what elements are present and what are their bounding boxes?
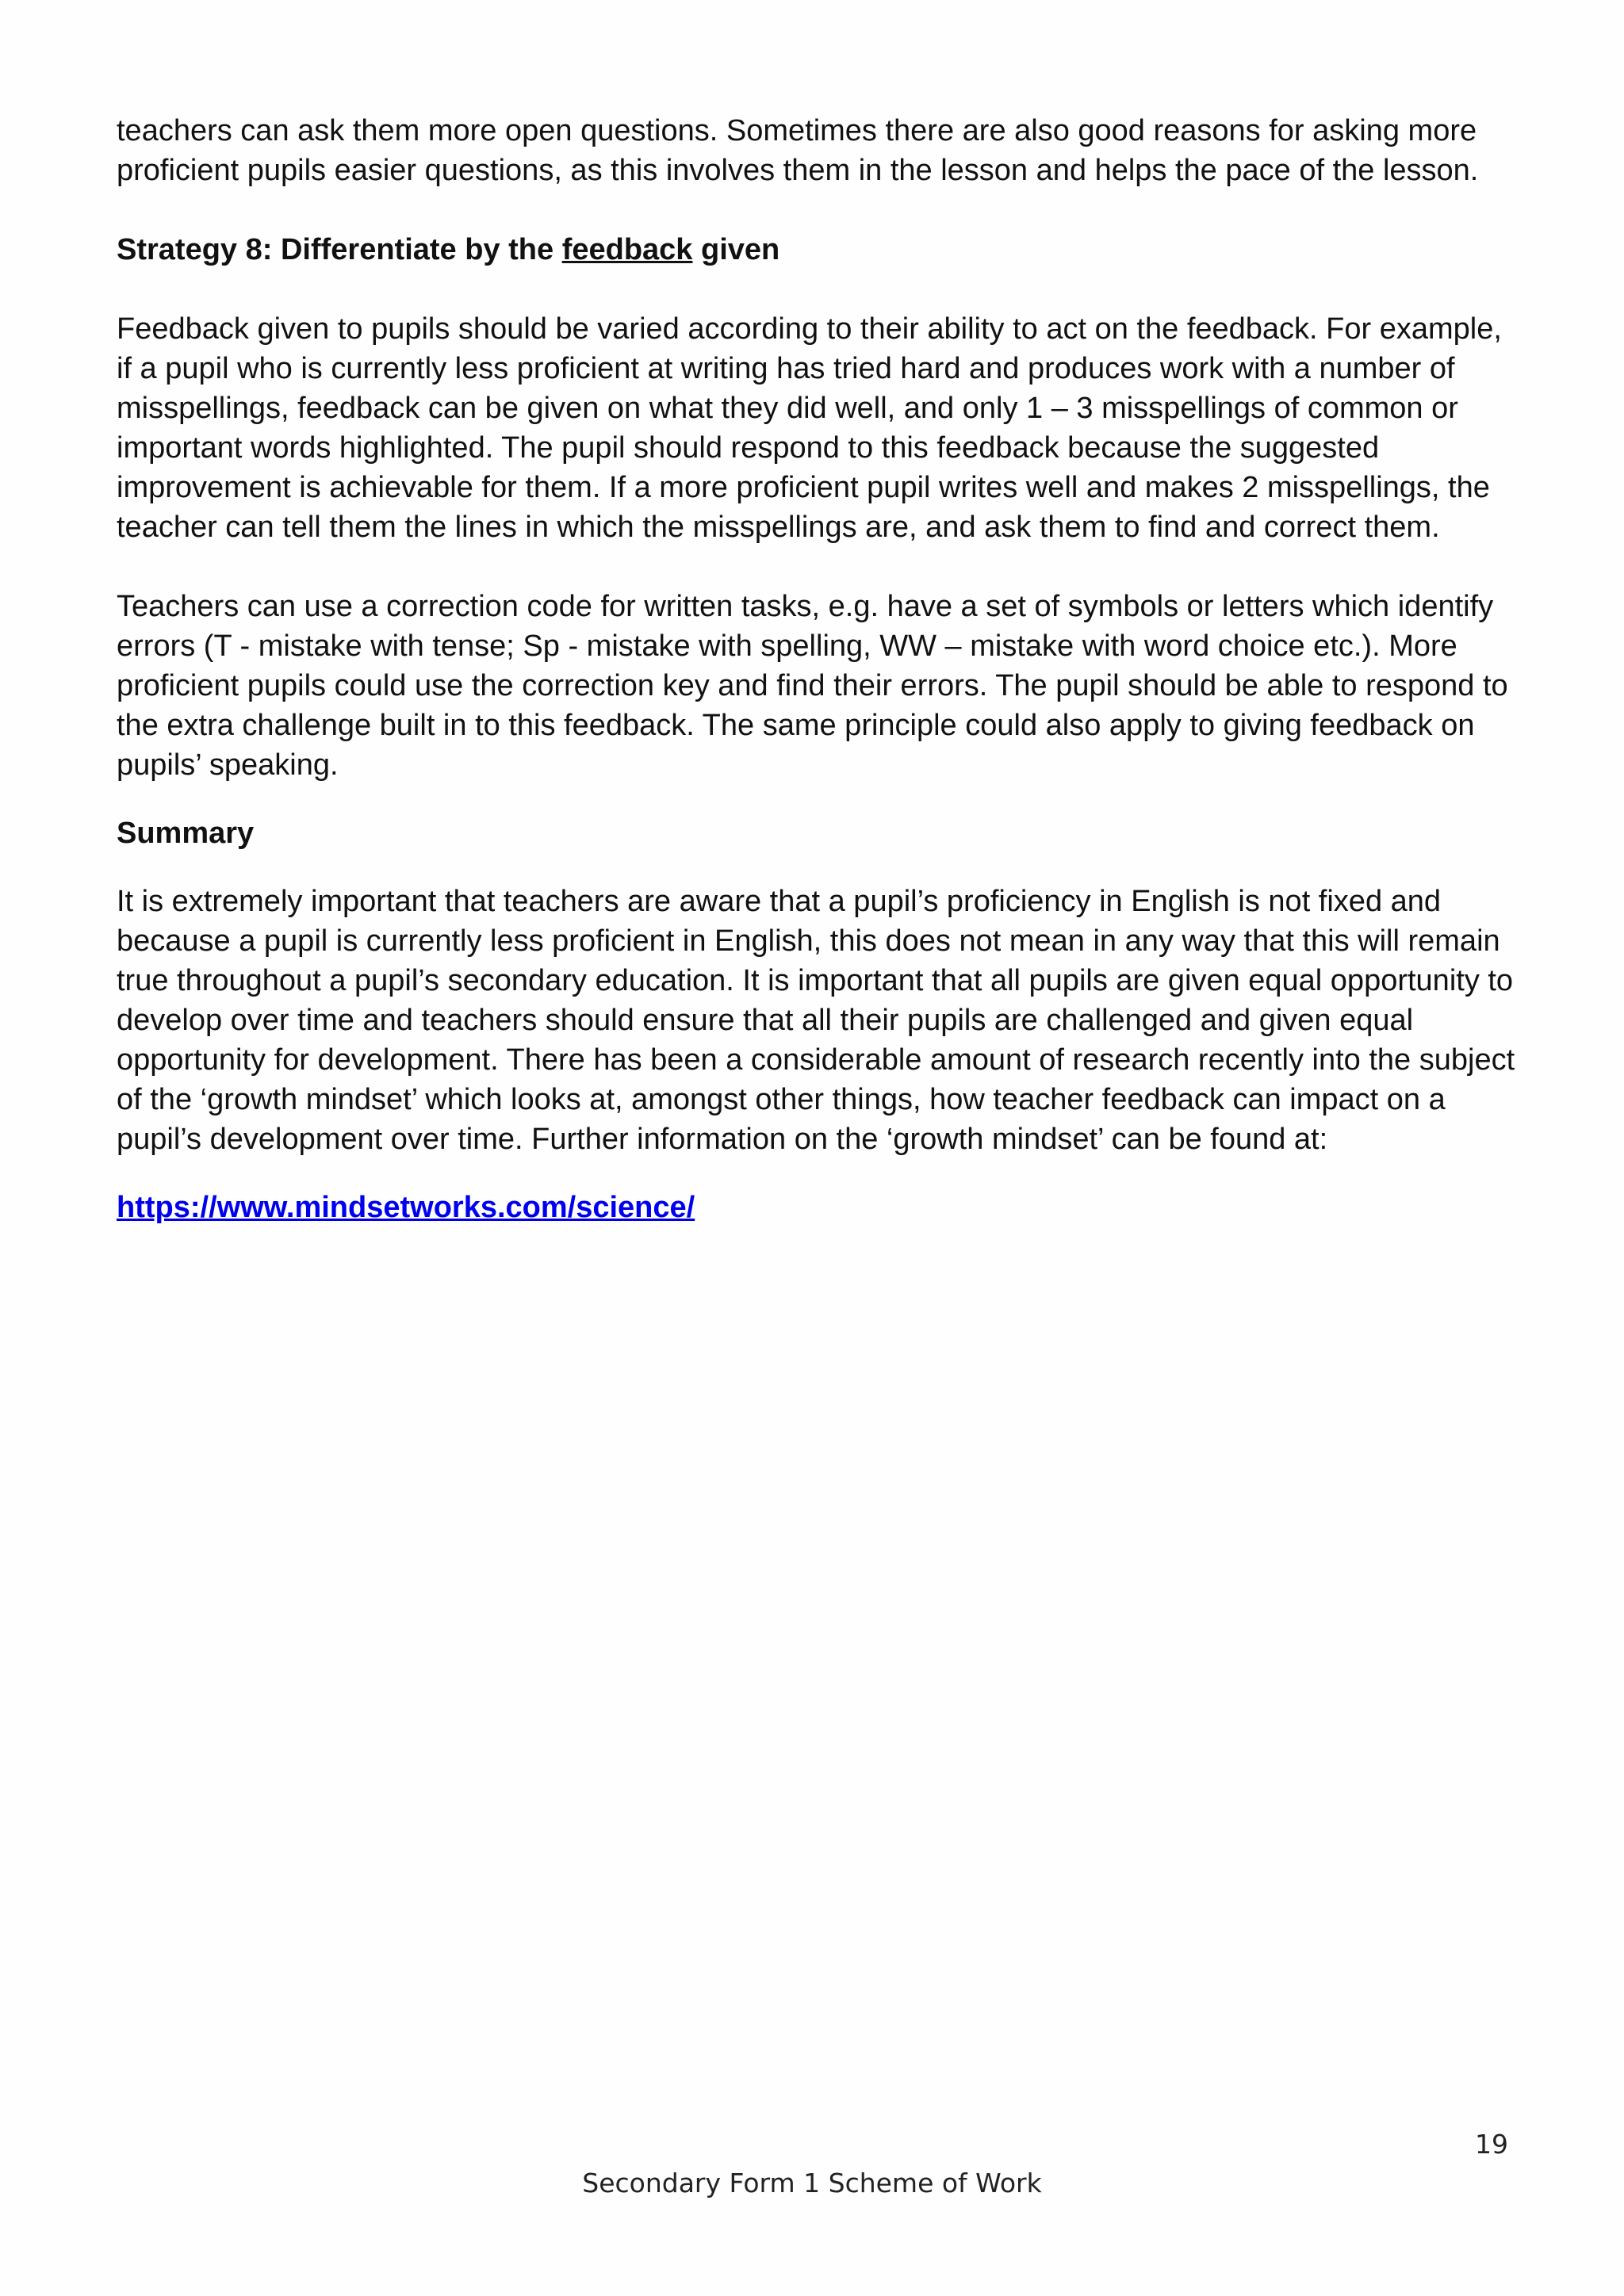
page-footer: Secondary Form 1 Scheme of Work bbox=[582, 2168, 1042, 2198]
strategy-8-heading bbox=[117, 230, 1520, 270]
growth-mindset-link[interactable]: https://www.mindsetworks.com/science/ bbox=[117, 1191, 695, 1224]
strategy-8-heading-suffix: given bbox=[692, 233, 780, 266]
summary-paragraph: It is extremely important that teachers are aware that a pupil’s proficiency in English is not fixed and because a pupil is currently less proficient in English, this does not mean in any way that this will remain true throughout a pupil’s secondary education. It is important that all pupils are given equal opportunity to develop over time and teachers should ensure that all their pupils are challenged and given equal opportunity for development. There has been a considerable amount of research recently into the subject of the ‘growth mindset’ which looks at, amongst other things, how teacher feedback can impact on a pupil’s development over time. Further information on the ‘growth mindset’ can be found at: bbox=[117, 885, 1515, 1156]
summary-heading: Summary bbox=[117, 817, 255, 850]
strategy-8-heading-prefix: Strategy 8: Differentiate by the bbox=[117, 233, 562, 266]
continuation-paragraph: teachers can ask them more open questions. Sometimes there are also good reasons for asking more proficient pupils easier questions, as this involves them in the lesson and helps the pace of the lesson. bbox=[117, 114, 1479, 187]
correction-code-paragraph: Teachers can use a correction code for written tasks, e.g. have a set of symbols or letters which identify errors (T - mistake with tense; Sp - mistake with spelling, WW – mistake with word choice etc.). More proficient pupils could use the correction key and find their errors. The pupil should be able to respond to the extra challenge built in to this feedback. The same principle could also apply to giving feedback on pupils’ speaking. bbox=[117, 590, 1508, 782]
growth-mindset-link-line bbox=[117, 1188, 1520, 1227]
strategy-8-heading-keyword: feedback bbox=[561, 233, 693, 266]
page-number: 19 bbox=[1475, 2129, 1508, 2160]
feedback-paragraph: Feedback given to pupils should be varied according to their ability to act on the feedback. For example, if a pupil who is currently less proficient at writing has tried hard and produces work with a number of misspellings, feedback can be given on what they did well, and only 1 – 3 misspellings of common or important words highlighted. The pupil should respond to this feedback because the suggested improvement is achievable for them. If a more proficient pupil writes well and makes 2 misspellings, the teacher can tell them the lines in which the misspellings are, and ask them to find and correct them. bbox=[117, 312, 1502, 544]
page-content bbox=[117, 111, 1520, 1227]
